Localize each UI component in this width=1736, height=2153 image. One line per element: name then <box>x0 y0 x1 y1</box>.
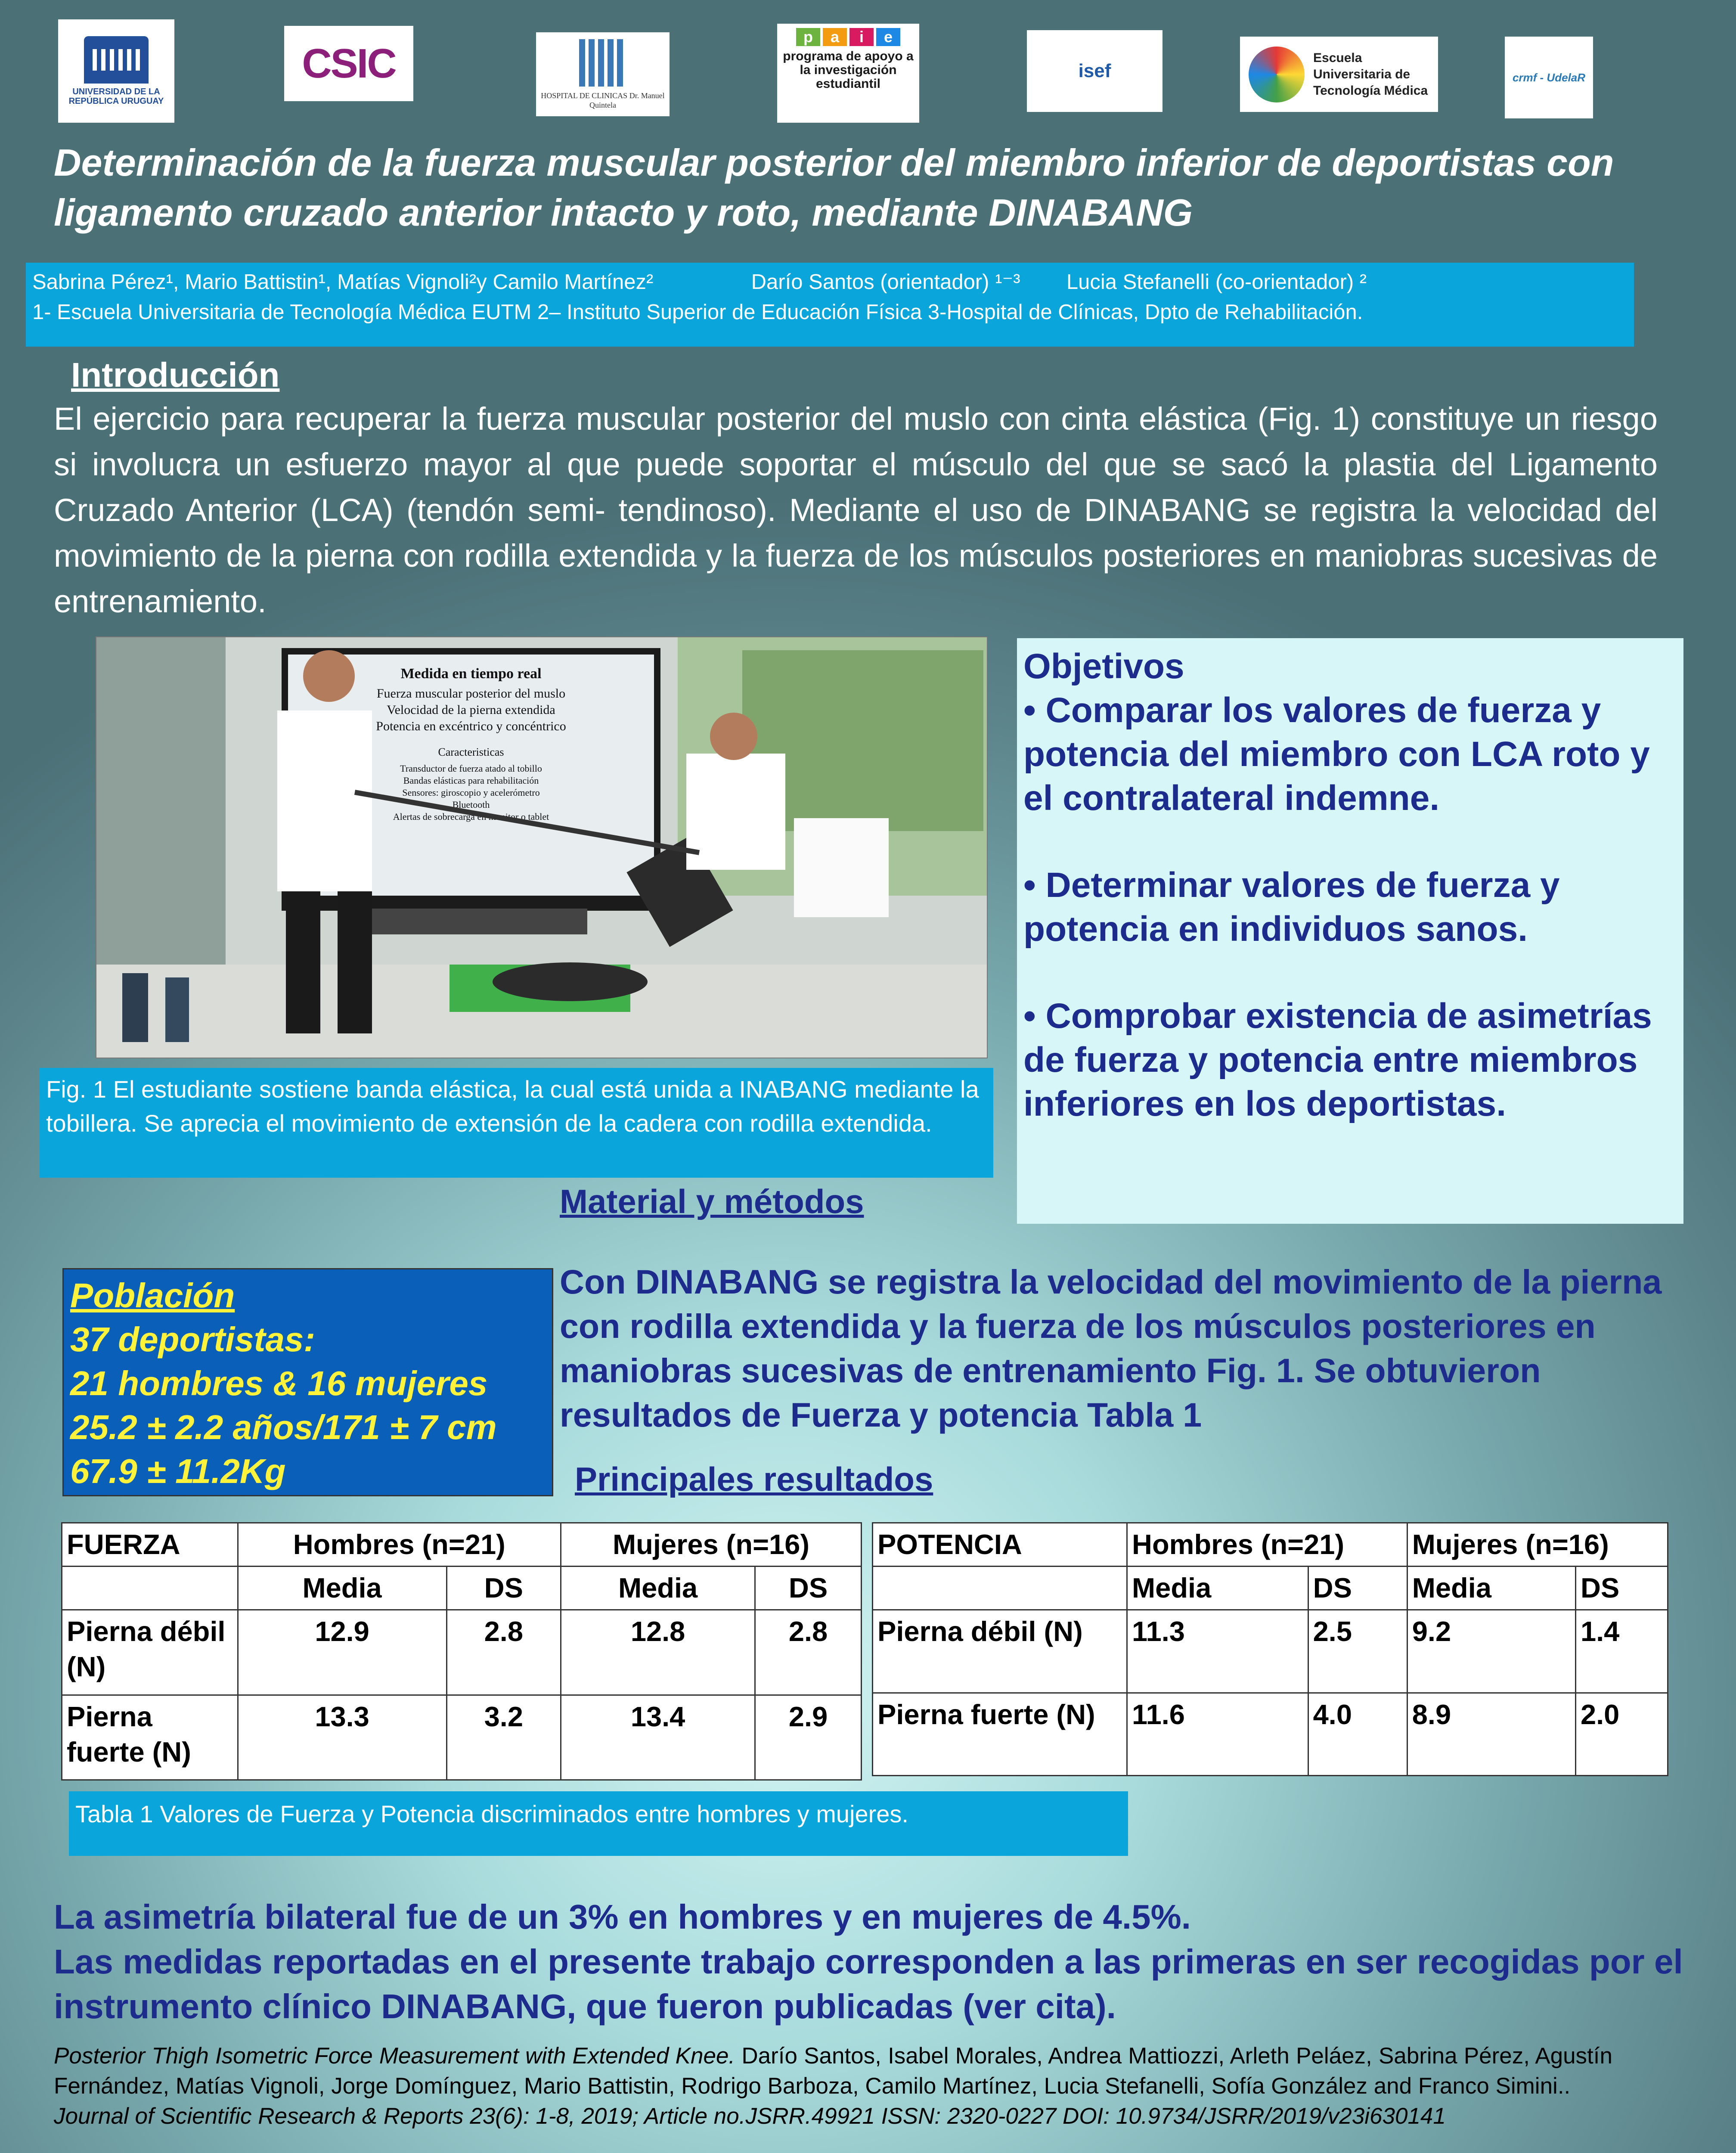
table-cell: 2.5 <box>1308 1610 1407 1693</box>
screen-sub: Caracteristicas <box>438 746 504 758</box>
methods-heading: Material y métodos <box>560 1182 864 1220</box>
population-line: 37 deportistas: <box>70 1320 316 1359</box>
paie-letter: a <box>823 28 847 46</box>
table-header: Hombres (n=21) <box>238 1523 561 1567</box>
conclusion-line: Las medidas reportadas en el presente trabajo corresponden a las primeras en ser recogidas por el instrumento clínico DINABANG, que fueron publicadas (ver cita). <box>54 1942 1683 2026</box>
table-cell: 2.8 <box>755 1610 862 1695</box>
objectives-box <box>1017 638 1683 1224</box>
screen-item: Bandas elásticas para rehabilitación <box>403 775 539 786</box>
objective-item: • Determinar valores de fuerza y potencia en individuos sanos. <box>1023 866 1560 949</box>
paie-logo <box>777 24 919 123</box>
paie-letter: e <box>876 28 900 46</box>
intro-heading: Introducción <box>71 356 280 394</box>
table-subheader: DS <box>1575 1567 1668 1610</box>
population-line: 25.2 ± 2.2 años/171 ± 7 cm <box>70 1408 497 1446</box>
objective-item: • Comprobar existencia de asimetrías de fuerza y potencia entre miembros inferiores en los deportistas. <box>1023 996 1652 1123</box>
table-subheader: Media <box>1127 1567 1308 1610</box>
potencia-table <box>872 1522 1668 1776</box>
screen-item: Bluetooth <box>452 799 490 810</box>
udelar-logo-text: UNIVERSIDAD DE LA REPÚBLICA URUGUAY <box>68 87 164 106</box>
table-cell: 1.4 <box>1575 1610 1668 1693</box>
hospital-logo-text: HOSPITAL DE CLINICAS Dr. Manuel Quintela <box>541 91 665 109</box>
table-cell: 9.2 <box>1407 1610 1575 1693</box>
population-heading: Población <box>70 1276 235 1315</box>
authors-students: Sabrina Pérez¹, Mario Battistin¹, Matías Vignoli²y Camilo Martínez² <box>32 270 654 294</box>
authors-advisor: Darío Santos (orientador) ¹⁻³ <box>751 270 1020 294</box>
authors-box <box>26 263 1634 347</box>
poster-title: Determinación de la fuerza muscular posterior del miembro inferior de deportistas con ligamento cruzado anterior intacto y roto, mediante DINABANG <box>54 141 1614 234</box>
table-row <box>62 1610 862 1695</box>
table-subheader: DS <box>1308 1567 1407 1610</box>
table-cell: 4.0 <box>1308 1693 1407 1776</box>
table-cell <box>873 1567 1127 1610</box>
eutm-logo-text: Escuela Universitaria de Tecnología Médica <box>1313 50 1428 98</box>
screen-item: Sensores: giroscopio y acelerómetro <box>402 787 540 798</box>
row-label: Pierna fuerte (N) <box>62 1695 238 1780</box>
hospital-clinicas-logo <box>536 32 670 116</box>
figure-1-photo <box>96 636 988 1058</box>
table-cell: 12.8 <box>561 1610 755 1695</box>
eutm-logo <box>1240 37 1438 112</box>
conclusion-line: La asimetría bilateral fue de un 3% en hombres y en mujeres de 4.5%. <box>54 1898 1191 1936</box>
table-subheader: Media <box>561 1567 755 1610</box>
reference <box>54 2041 1612 2131</box>
eutm-emblem-icon <box>1249 47 1305 102</box>
csic-logo-text: CSIC <box>302 40 396 87</box>
conclusion <box>54 1895 1690 2029</box>
table-cell: 12.9 <box>238 1610 446 1695</box>
fuerza-table <box>61 1522 862 1781</box>
screen-item: Alertas de sobrecarga en monitor o tablet <box>393 811 549 822</box>
table-header: POTENCIA <box>873 1523 1127 1567</box>
table-cell: 2.0 <box>1575 1693 1668 1776</box>
row-label: Pierna débil (N) <box>873 1610 1127 1693</box>
table-subheader: DS <box>446 1567 561 1610</box>
table-cell: 3.2 <box>446 1695 561 1780</box>
csic-logo <box>284 26 413 101</box>
screen-item: Transductor de fuerza atado al tobillo <box>400 763 542 774</box>
intro-text: El ejercicio para recuperar la fuerza muscular posterior del muslo con cinta elástica (Fig. 1) constituye un riesgo si involucra un esfuerzo mayor al que puede soportar el músculo del que se sacó la plastia del Ligamento Cruzado Anterior (LCA) (tendón semi- tendinoso). Mediante el uso de DINABANG se registra la velocidad del movimiento de la pierna con rodilla extendida y la fuerza de los músculos posteriores en maniobras sucesivas de entrenamiento. <box>54 401 1658 619</box>
table-row <box>62 1695 862 1780</box>
udelar-crest-icon <box>84 36 149 84</box>
crmf-logo <box>1505 37 1593 118</box>
screen-line: Fuerza muscular posterior del muslo <box>376 686 566 701</box>
paie-letter: p <box>796 28 820 46</box>
results-heading: Principales resultados <box>575 1460 933 1498</box>
udelar-logo <box>58 19 174 123</box>
table-cell: 2.9 <box>755 1695 862 1780</box>
table-header: Mujeres (n=16) <box>1407 1523 1668 1567</box>
isef-logo <box>1027 30 1162 112</box>
table-cell: 2.8 <box>446 1610 561 1695</box>
population-box <box>62 1268 553 1496</box>
row-label: Pierna fuerte (N) <box>873 1693 1127 1776</box>
isef-logo-text: isef <box>1078 60 1111 81</box>
crmf-logo-text: crmf - UdelaR <box>1512 71 1586 84</box>
table-cell <box>62 1567 238 1610</box>
objective-item: • Comparar los valores de fuerza y potencia del miembro con LCA roto y el contralateral indemne. <box>1023 691 1650 818</box>
table-header: Mujeres (n=16) <box>561 1523 862 1567</box>
reference-authors: Darío Santos, Isabel Morales, Andrea Mattiozzi, Arleth Peláez, Sabrina Pérez, Agustín Fernández, Matías Vignoli, Jorge Domínguez, Mario Battistin, Rodrigo Barboza, Camilo Martínez, Lucia Stefanelli, Sofía González and Franco Simini.. <box>54 2043 1612 2099</box>
population-line: 21 hombres & 16 mujeres <box>70 1364 488 1402</box>
population-line: 67.9 ± 11.2Kg <box>70 1452 286 1490</box>
table-header: Hombres (n=21) <box>1127 1523 1407 1567</box>
authors-coadvisor: Lucia Stefanelli (co-orientador) ² <box>1066 270 1367 294</box>
table-subheader: Media <box>1407 1567 1575 1610</box>
screen-title: Medida en tiempo real <box>400 666 542 682</box>
table-header: FUERZA <box>62 1523 238 1567</box>
methods-text: Con DINABANG se registra la velocidad del movimiento de la pierna con rodilla extendida y la fuerza de los músculos posteriores en maniobras sucesivas de entrenamiento Fig. 1. Se obtuvieron resultados de Fuerza y potencia Tabla 1 <box>560 1263 1662 1434</box>
table-row <box>873 1693 1668 1776</box>
row-label: Pierna débil (N) <box>62 1610 238 1695</box>
table-cell: 8.9 <box>1407 1693 1575 1776</box>
table-cell: 11.6 <box>1127 1693 1308 1776</box>
screen-line: Velocidad de la pierna extendida <box>387 703 555 717</box>
table-cell: 13.3 <box>238 1695 446 1780</box>
table-subheader: DS <box>755 1567 862 1610</box>
reference-title: Posterior Thigh Isometric Force Measurement with Extended Knee. <box>54 2043 735 2069</box>
table-cell: 11.3 <box>1127 1610 1308 1693</box>
building-icon <box>579 39 626 87</box>
figure-1-caption: Fig. 1 El estudiante sostiene banda elástica, la cual está unida a INABANG mediante la tobillera. Se aprecia el movimiento de extensión de la cadera con rodilla extendida. <box>40 1068 993 1178</box>
table-subheader: Media <box>238 1567 446 1610</box>
paie-logo-text: programa de apoyo a la investigación estudiantil <box>783 49 914 91</box>
paie-letter: i <box>849 28 874 46</box>
reference-journal: Journal of Scientific Research & Reports 23(6): 1-8, 2019; Article no.JSRR.49921 ISSN: 2320-0227 DOI: 10.9734/JSRR/2019/v23i630141 <box>54 2103 1446 2129</box>
affiliations: 1- Escuela Universitaria de Tecnología Médica EUTM 2– Instituto Superior de Educación Física 3-Hospital de Clínicas, Dpto de Rehabilitación. <box>32 301 1363 324</box>
objectives-heading: Objetivos <box>1023 647 1184 686</box>
table-row <box>873 1610 1668 1693</box>
screen-line: Potencia en excéntrico y concéntrico <box>376 719 566 733</box>
table-cell: 13.4 <box>561 1695 755 1780</box>
table-1-caption: Tabla 1 Valores de Fuerza y Potencia discriminados entre hombres y mujeres. <box>69 1791 1128 1856</box>
